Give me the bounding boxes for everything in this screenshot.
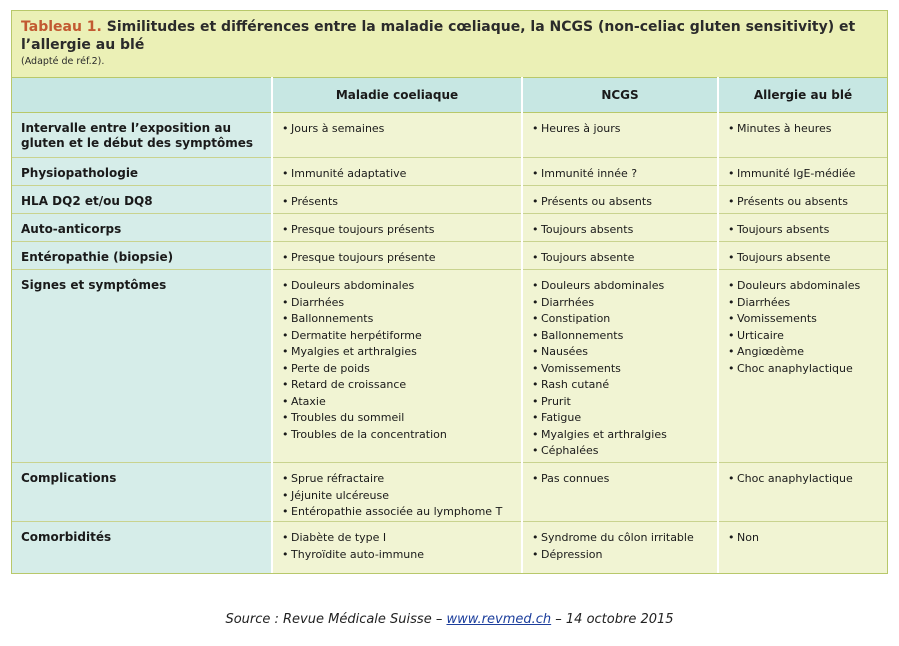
cell-celiac <box>282 250 518 267</box>
list-item: • Diarrhées <box>532 295 714 312</box>
cell-allergy <box>728 471 884 488</box>
header-empty-cell <box>12 78 271 112</box>
list-item: • Angiœdème <box>728 344 884 361</box>
list-item: • Ballonnements <box>282 311 518 328</box>
bullet-list <box>728 222 884 239</box>
cell-celiac <box>282 166 518 183</box>
row-label: Entéropathie (biopsie) <box>21 250 174 264</box>
bullet-list <box>728 166 884 183</box>
list-item: • Myalgies et arthralgies <box>282 344 518 361</box>
list-item: • Presque toujours présente <box>282 250 518 267</box>
cell-celiac <box>282 194 518 211</box>
header-allergie-au-ble: Allergie au blé <box>753 88 853 102</box>
list-item: • Présents ou absents <box>532 194 714 211</box>
list-item: • Rash cutané <box>532 377 714 394</box>
table-subtitle: (Adapté de réf.2). <box>21 56 105 67</box>
list-item: • Présents <box>282 194 518 211</box>
cell-allergy <box>728 250 884 267</box>
list-item: • Douleurs abdominales <box>282 278 518 295</box>
comparison-table <box>11 10 888 574</box>
cell-celiac <box>282 121 518 138</box>
list-item: • Jéjunite ulcéreuse <box>282 488 518 505</box>
list-item: • Non <box>728 530 884 547</box>
bullet-list <box>728 530 884 547</box>
list-item: • Toujours absente <box>532 250 714 267</box>
list-item: • Immunité adaptative <box>282 166 518 183</box>
list-item: • Urticaire <box>728 328 884 345</box>
table-row <box>12 158 887 186</box>
bullet-list <box>282 530 518 563</box>
table-title-text: Similitudes et différences entre la maladie cœliaque, la NCGS (non-celiac gluten sensitivity) et l’allergie au blé <box>21 19 856 53</box>
list-item: • Toujours absente <box>728 250 884 267</box>
bullet-list <box>282 278 518 443</box>
list-item: • Retard de croissance <box>282 377 518 394</box>
bullet-list <box>282 222 518 239</box>
list-item: • Ballonnements <box>532 328 714 345</box>
source-suffix: – 14 octobre 2015 <box>551 612 674 627</box>
source-link[interactable]: www.revmed.ch <box>446 612 552 627</box>
list-item: • Toujours absents <box>532 222 714 239</box>
column-divider <box>521 77 523 573</box>
cell-ncgs <box>532 530 714 563</box>
source-caption <box>0 612 899 627</box>
cell-ncgs <box>532 166 714 183</box>
table-row <box>12 270 887 463</box>
table-row <box>12 522 887 574</box>
list-item: • Minutes à heures <box>728 121 884 138</box>
list-item: • Diarrhées <box>282 295 518 312</box>
list-item: • Présents ou absents <box>728 194 884 211</box>
bullet-list <box>282 471 518 521</box>
list-item: • Thyroïdite auto-immune <box>282 547 518 564</box>
bullet-list <box>728 121 884 138</box>
list-item: • Sprue réfractaire <box>282 471 518 488</box>
list-item: • Jours à semaines <box>282 121 518 138</box>
cell-ncgs <box>532 222 714 239</box>
cell-ncgs <box>532 194 714 211</box>
list-item: • Entéropathie associée au lymphome T <box>282 504 518 521</box>
list-item: • Dépression <box>532 547 714 564</box>
list-item: • Douleurs abdominales <box>532 278 714 295</box>
bullet-list <box>532 222 714 239</box>
list-item: • Perte de poids <box>282 361 518 378</box>
cell-celiac <box>282 471 518 521</box>
bullet-list <box>532 194 714 211</box>
bullet-list <box>532 250 714 267</box>
header-maladie-coeliaque: Maladie coeliaque <box>335 88 459 102</box>
bullet-list <box>532 530 714 563</box>
table-header-row <box>12 77 887 113</box>
bullet-list <box>532 471 714 488</box>
row-label: Signes et symptômes <box>21 278 167 292</box>
bullet-list <box>532 121 714 138</box>
list-item: • Vomissements <box>532 361 714 378</box>
list-item: • Vomissements <box>728 311 884 328</box>
list-item: • Immunité innée ? <box>532 166 714 183</box>
cell-allergy <box>728 530 884 547</box>
row-label-cell <box>12 270 271 462</box>
bullet-list <box>282 250 518 267</box>
cell-allergy <box>728 222 884 239</box>
cell-ncgs <box>532 121 714 138</box>
list-item: • Diarrhées <box>728 295 884 312</box>
list-item: • Syndrome du côlon irritable <box>532 530 714 547</box>
list-item: • Fatigue <box>532 410 714 427</box>
list-item: • Douleurs abdominales <box>728 278 884 295</box>
list-item: • Constipation <box>532 311 714 328</box>
list-item: • Toujours absents <box>728 222 884 239</box>
bullet-list <box>282 121 518 138</box>
list-item: • Céphalées <box>532 443 714 460</box>
cell-ncgs <box>532 250 714 267</box>
list-item: • Diabète de type I <box>282 530 518 547</box>
list-item: • Dermatite herpétiforme <box>282 328 518 345</box>
table-row <box>12 214 887 242</box>
row-label: Auto-anticorps <box>21 222 122 236</box>
bullet-list <box>532 166 714 183</box>
bullet-list <box>728 471 884 488</box>
table-row <box>12 463 887 522</box>
list-item: • Choc anaphylactique <box>728 471 884 488</box>
cell-ncgs <box>532 471 714 488</box>
cell-allergy <box>728 278 884 377</box>
list-item: • Presque toujours présents <box>282 222 518 239</box>
row-label: HLA DQ2 et/ou DQ8 <box>21 194 153 208</box>
row-label: Comorbidités <box>21 530 112 544</box>
table-row <box>12 242 887 270</box>
list-item: • Pas connues <box>532 471 714 488</box>
table-title <box>21 18 877 54</box>
cell-allergy <box>728 194 884 211</box>
row-label: Physiopathologie <box>21 166 139 180</box>
list-item: • Heures à jours <box>532 121 714 138</box>
table-title-block <box>12 11 887 77</box>
cell-celiac <box>282 530 518 563</box>
cell-ncgs <box>532 278 714 460</box>
table-title-label: Tableau 1. <box>21 19 102 35</box>
bullet-list <box>728 194 884 211</box>
list-item: • Nausées <box>532 344 714 361</box>
table-row <box>12 186 887 214</box>
column-divider <box>271 77 273 573</box>
table-row <box>12 113 887 158</box>
list-item: • Prurit <box>532 394 714 411</box>
cell-allergy <box>728 166 884 183</box>
bullet-list <box>728 278 884 377</box>
list-item: • Myalgies et arthralgies <box>532 427 714 444</box>
bullet-list <box>282 166 518 183</box>
column-divider <box>717 77 719 573</box>
row-label: Complications <box>21 471 117 485</box>
cell-celiac <box>282 222 518 239</box>
list-item: • Choc anaphylactique <box>728 361 884 378</box>
bullet-list <box>532 278 714 460</box>
source-prefix: Source : Revue Médicale Suisse – <box>225 612 447 627</box>
list-item: • Troubles du sommeil <box>282 410 518 427</box>
bullet-list <box>282 194 518 211</box>
cell-allergy <box>728 121 884 138</box>
bullet-list <box>728 250 884 267</box>
list-item: • Ataxie <box>282 394 518 411</box>
row-label: Intervalle entre l’exposition au gluten et le début des symptômes <box>21 121 253 150</box>
list-item: • Immunité IgE-médiée <box>728 166 884 183</box>
cell-celiac <box>282 278 518 443</box>
header-ncgs: NCGS <box>601 88 639 102</box>
list-item: • Troubles de la concentration <box>282 427 518 444</box>
